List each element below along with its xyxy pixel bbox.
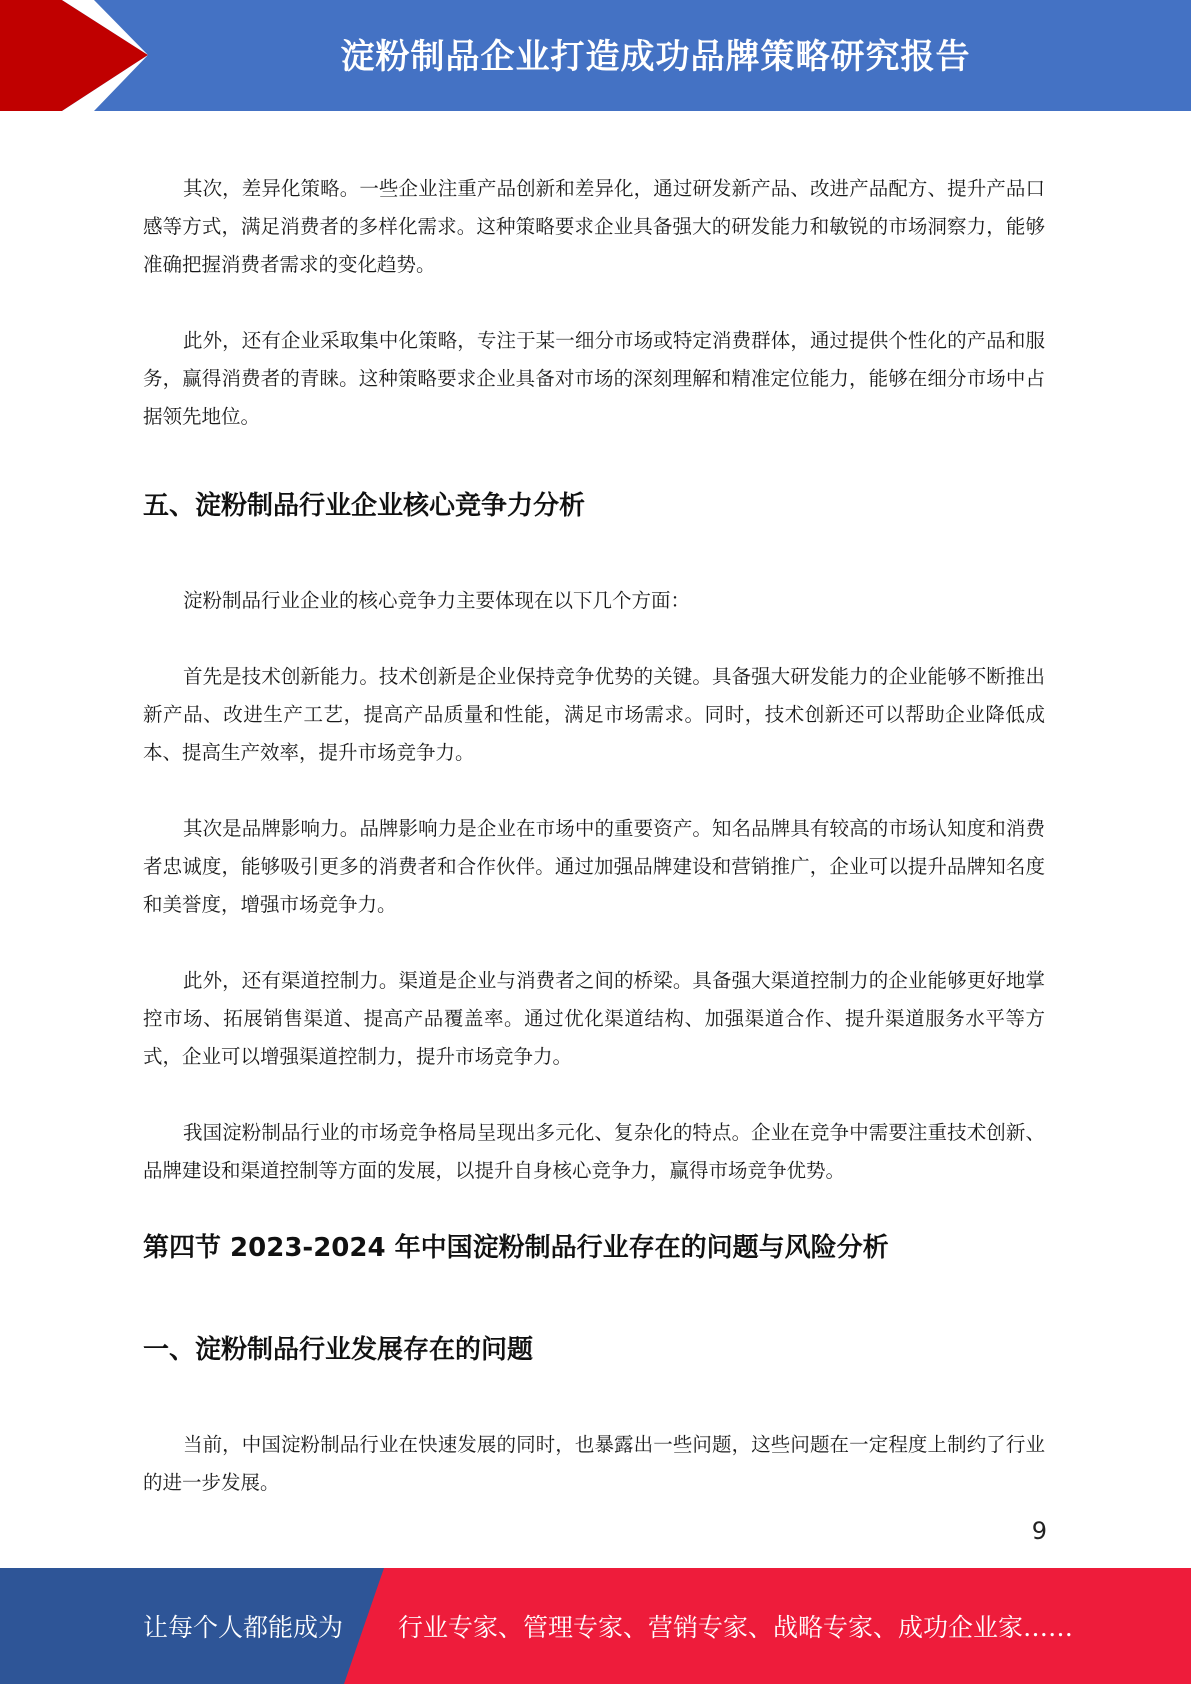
paragraph-current-problems: 当前，中国淀粉制品行业在快速发展的同时，也暴露出一些问题，这些问题在一定程度上制约了行业的进一步发展。	[143, 1433, 1045, 1494]
document-body	[143, 170, 1045, 1540]
footer-slogan-left: 让每个人都能成为	[143, 1613, 344, 1642]
paragraph-differentiation: 其次，差异化策略。一些企业注重产品创新和差异化，通过研发新产品、改进产品配方、提升产品口感等方式，满足消费者的多样化需求。这种策略要求企业具备强大的研发能力和敏锐的市场洞察力，能够准确把握消费者需求的变化趋势。	[143, 177, 1045, 276]
page-header	[0, 0, 1191, 111]
section-heading-problems-risks: 第四节 2023-2024 年中国淀粉制品行业存在的问题与风险分析	[143, 1233, 889, 1263]
paragraph-channel-control: 此外，还有渠道控制力。渠道是企业与消费者之间的桥梁。具备强大渠道控制力的企业能够更好地掌控市场、拓展销售渠道、提高产品覆盖率。通过优化渠道结构、加强渠道合作、提升渠道服务水平等方式，企业可以增强渠道控制力，提升市场竞争力。	[143, 969, 1045, 1068]
footer-slogan-right: 行业专家、管理专家、营销专家、战略专家、成功企业家……	[398, 1613, 1074, 1642]
paragraph-intro: 淀粉制品行业企业的核心竞争力主要体现在以下几个方面：	[183, 589, 691, 612]
page-number: 9	[1031, 1517, 1047, 1545]
report-title: 淀粉制品企业打造成功品牌策略研究报告	[340, 36, 971, 77]
paragraph-tech-innovation: 首先是技术创新能力。技术创新是企业保持竞争优势的关键。具备强大研发能力的企业能够不断推出新产品、改进生产工艺，提高产品质量和性能，满足市场需求。同时，技术创新还可以帮助企业降低成本、提高生产效率，提升市场竞争力。	[143, 665, 1045, 764]
paragraph-brand-influence: 其次是品牌影响力。品牌影响力是企业在市场中的重要资产。知名品牌具有较高的市场认知度和消费者忠诚度，能够吸引更多的消费者和合作伙伴。通过加强品牌建设和营销推广，企业可以提升品牌知名度和美誉度，增强市场竞争力。	[143, 817, 1045, 916]
section-heading-core-competitiveness: 五、淀粉制品行业企业核心竞争力分析	[143, 491, 586, 521]
paragraph-focus-strategy: 此外，还有企业采取集中化策略，专注于某一细分市场或特定消费群体，通过提供个性化的产品和服务，赢得消费者的青睐。这种策略要求企业具备对市场的深刻理解和精准定位能力，能够在细分市场中占据领先地位。	[143, 329, 1045, 428]
page-footer	[0, 1568, 1191, 1684]
paragraph-market-pattern: 我国淀粉制品行业的市场竞争格局呈现出多元化、复杂化的特点。企业在竞争中需要注重技术创新、品牌建设和渠道控制等方面的发展，以提升自身核心竞争力，赢得市场竞争优势。	[143, 1121, 1045, 1182]
section-heading-development-problems: 一、淀粉制品行业发展存在的问题	[143, 1335, 534, 1365]
